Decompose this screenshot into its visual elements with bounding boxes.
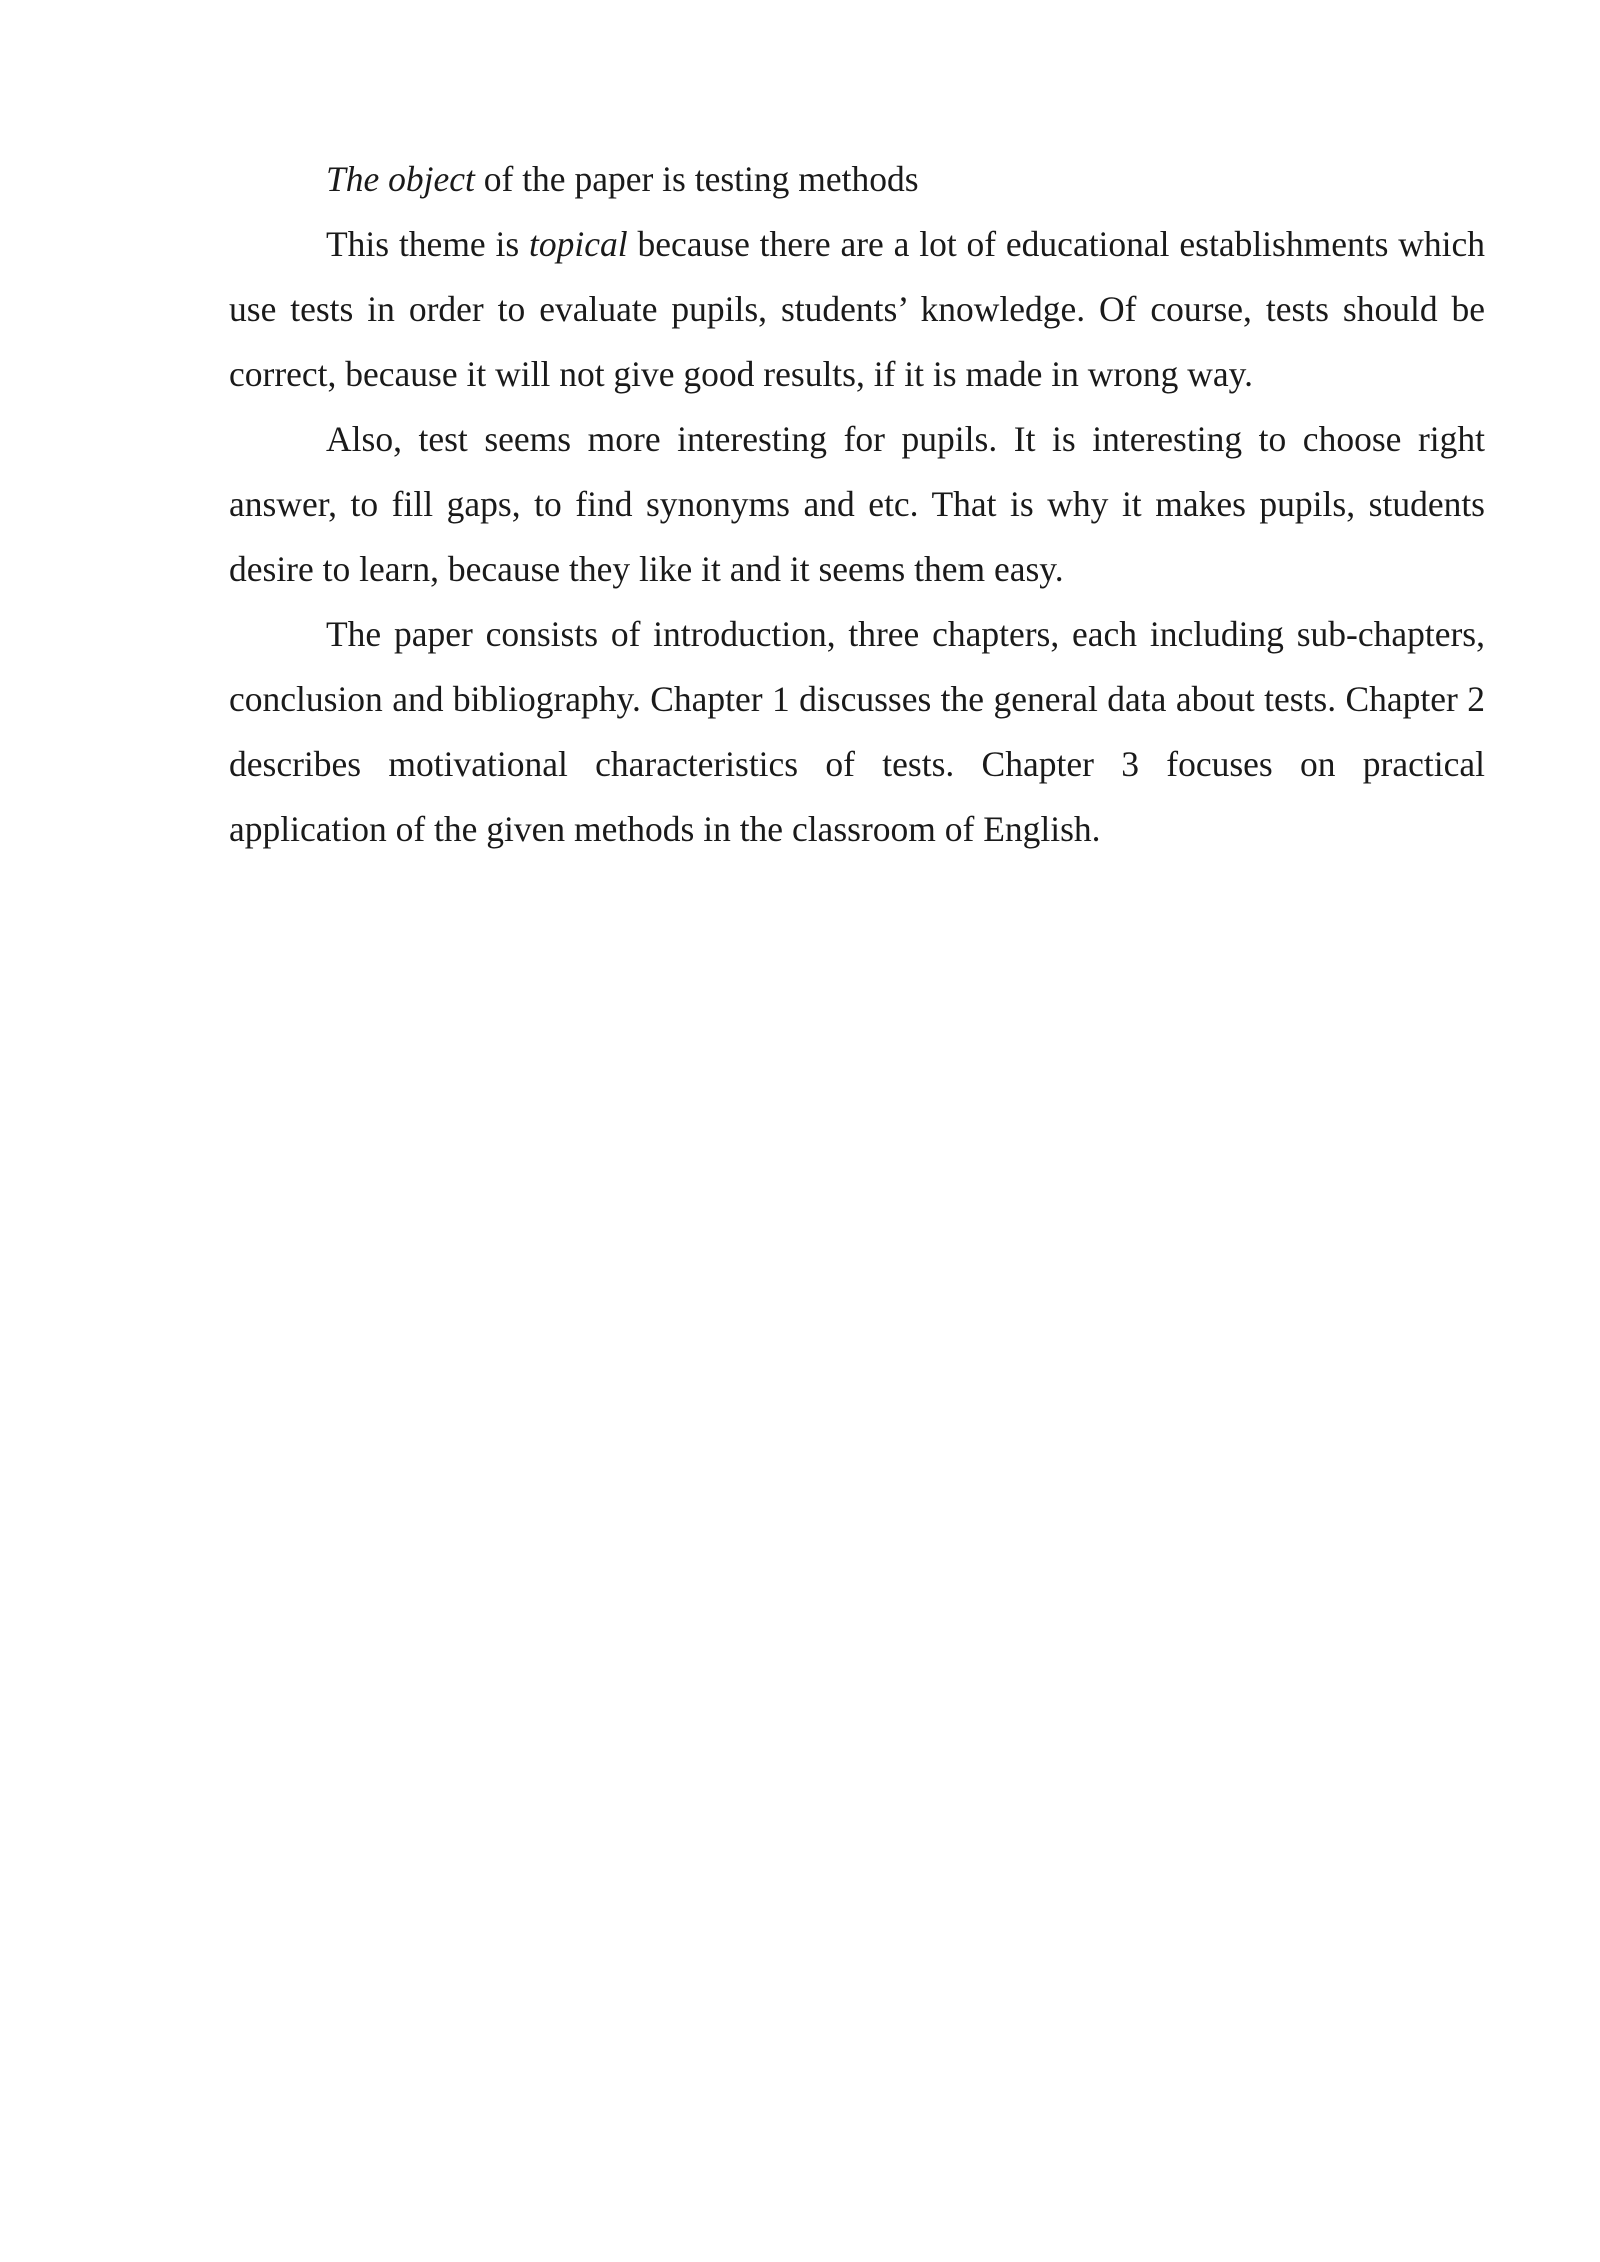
- paragraph-topical-after: because there are a lot of educational establishments which use tests in order to evaluate pupils, students’ knowledge. Of course, tests should be correct, because it will not give good results, if it is made in wrong way.: [229, 224, 1485, 394]
- paragraph-topical: [229, 212, 1485, 407]
- italic-word-topical: topical: [529, 224, 628, 264]
- paragraph-object: [229, 147, 1485, 212]
- paragraph-interest: Also, test seems more interesting for pupils. It is interesting to choose right answer, to fill gaps, to find synonyms and etc. That is why it makes pupils, students desire to learn, because they like it and it seems them easy.: [229, 419, 1485, 589]
- paragraph-structure: The paper consists of introduction, three chapters, each including sub-chapters, conclusion and bibliography. Chapter 1 discusses the general data about tests. Chapter 2 describes motivational characteristics of tests. Chapter 3 focuses on practical application of the given methods in the classroom of English.: [229, 614, 1485, 849]
- paragraph-topical-before: This theme is: [326, 224, 530, 264]
- document-body: [229, 147, 1485, 862]
- paragraph-object-rest: of the paper is testing methods: [474, 159, 919, 199]
- italic-phrase-object: The object: [326, 159, 475, 199]
